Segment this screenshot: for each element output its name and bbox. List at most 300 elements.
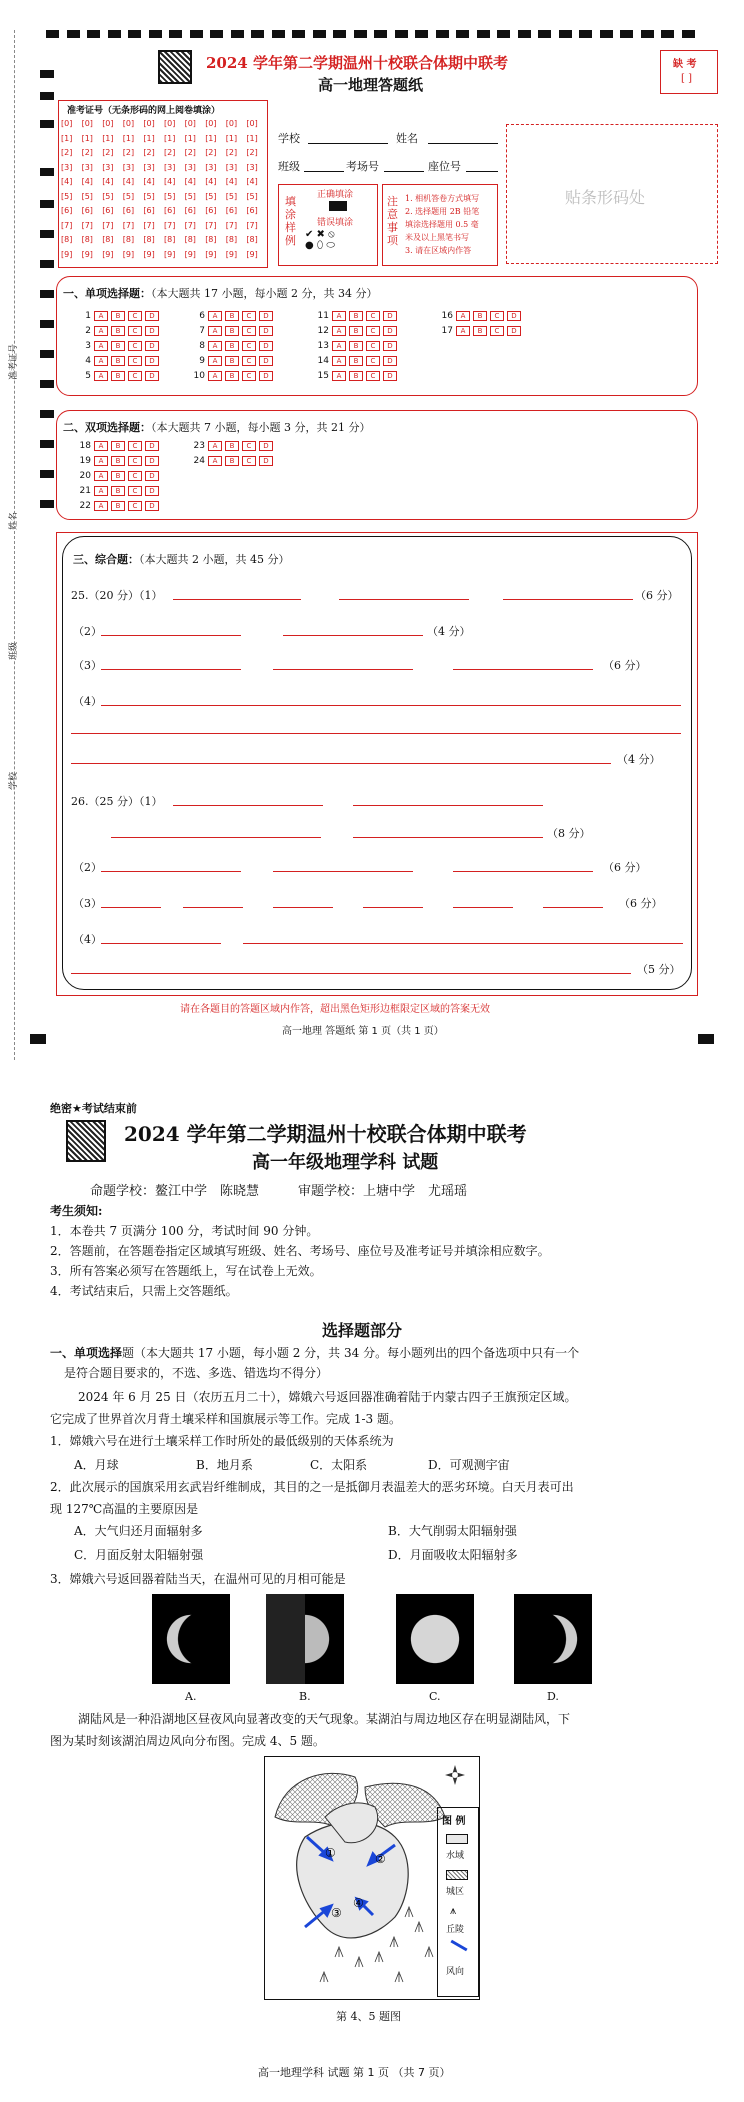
question-row (189, 326, 276, 336)
option-bubble[interactable]: A (94, 486, 108, 496)
id-digit-bubble[interactable]: [0] (225, 119, 238, 128)
option-bubble[interactable]: D (259, 456, 273, 466)
option-bubble[interactable]: B (225, 311, 239, 321)
id-digit-bubble[interactable]: [6] (225, 206, 238, 215)
option-bubble[interactable]: B (349, 326, 363, 336)
answer-line[interactable] (183, 907, 243, 908)
option-bubble[interactable]: D (383, 326, 397, 336)
timing-mark (40, 260, 54, 268)
question-number: 19 (79, 456, 91, 466)
question-number: 1 (85, 311, 91, 321)
option-bubble[interactable]: D (383, 371, 397, 381)
option-bubble[interactable]: B (225, 356, 239, 366)
option-bubble[interactable]: A (94, 326, 108, 336)
question-number: 15 (317, 371, 329, 381)
option-bubble[interactable]: C (128, 486, 142, 496)
points-label: （6 分） (603, 659, 647, 672)
barcode-label: 贴条形码处 (565, 188, 646, 207)
option-bubble[interactable]: C (490, 326, 504, 336)
answer-line[interactable] (101, 635, 241, 636)
option-bubble[interactable]: D (145, 441, 159, 451)
option-bubble[interactable]: C (242, 441, 256, 451)
id-digit-bubble[interactable]: [3] (81, 162, 93, 172)
id-digit-bubble[interactable]: [0] (184, 119, 196, 128)
option-bubble[interactable]: C (366, 371, 380, 381)
school-field[interactable] (308, 143, 388, 144)
option-bubble[interactable]: B (349, 341, 363, 351)
answer-line[interactable] (101, 705, 681, 706)
q1-option[interactable]: B．地月系 (196, 1458, 253, 1472)
option-bubble[interactable]: C (128, 311, 142, 321)
answer-line[interactable] (71, 763, 611, 764)
q1-option[interactable]: C．太阳系 (310, 1458, 368, 1472)
option-bubble[interactable]: D (145, 501, 159, 511)
option-bubble[interactable]: D (507, 311, 521, 321)
id-digit-bubble[interactable]: [9] (143, 249, 155, 259)
q2-option[interactable]: D．月面吸收太阳辐射多 (388, 1548, 518, 1562)
id-digit-bubble[interactable]: [1] (225, 133, 238, 143)
id-digit-bubble[interactable]: [8] (143, 235, 155, 244)
id-digit-bubble[interactable]: [3] (164, 162, 176, 172)
points-label: （6 分） (635, 589, 679, 602)
option-bubble[interactable]: C (128, 501, 142, 511)
option-bubble[interactable]: A (94, 441, 108, 451)
question-number: 11 (317, 311, 329, 321)
answer-line[interactable] (101, 871, 241, 872)
option-bubble[interactable]: B (349, 371, 363, 381)
option-bubble[interactable]: A (208, 341, 222, 351)
question-number: 18 (79, 441, 91, 451)
class-label: 班级 (278, 160, 300, 173)
id-digit-bubble[interactable]: [0] (81, 119, 93, 128)
id-digit-bubble[interactable]: [3] (122, 162, 135, 172)
timing-mark (40, 350, 54, 358)
id-digit-bubble[interactable]: [7] (61, 220, 73, 230)
option-bubble[interactable]: B (225, 456, 239, 466)
answer-line[interactable] (173, 599, 301, 600)
option-bubble[interactable]: D (259, 441, 273, 451)
side-label: 学校 (9, 771, 19, 790)
timing-mark (40, 92, 54, 100)
id-digit-bubble[interactable]: [0] (246, 119, 258, 128)
id-digit-bubble[interactable]: [5] (81, 191, 93, 201)
id-digit-bubble[interactable]: [5] (184, 191, 196, 201)
id-digit-bubble[interactable]: [5] (102, 191, 114, 201)
id-digit-bubble[interactable]: [6] (184, 206, 196, 215)
id-digit-bubble[interactable]: [0] (61, 119, 73, 128)
absent-label: 缺 考 (673, 59, 697, 70)
id-digit-bubble[interactable]: [7] (164, 220, 176, 230)
id-digit-bubble[interactable]: [9] (184, 249, 196, 259)
moon-phase-image[interactable] (514, 1594, 592, 1684)
id-digit-bubble[interactable]: [4] (61, 177, 73, 186)
timing-mark (641, 30, 654, 38)
option-bubble[interactable]: B (111, 456, 125, 466)
answer-line[interactable] (101, 907, 161, 908)
moon-phase-image[interactable] (152, 1594, 230, 1684)
option-bubble[interactable]: B (111, 471, 125, 481)
id-digit-bubble[interactable]: [8] (225, 235, 238, 244)
option-bubble[interactable]: D (259, 356, 273, 366)
option-bubble[interactable]: B (111, 341, 125, 351)
id-digit-bubble[interactable]: [3] (184, 162, 196, 172)
q1-option[interactable]: A．月球 (74, 1458, 119, 1472)
id-digit-bubble[interactable]: [3] (225, 162, 238, 172)
option-bubble[interactable]: B (111, 356, 125, 366)
option-bubble[interactable]: C (242, 456, 256, 466)
id-digit-bubble[interactable]: [9] (225, 249, 238, 259)
id-digit-bubble[interactable]: [8] (122, 235, 135, 244)
option-bubble[interactable]: C (242, 311, 256, 321)
q3-text: 3．嫦娥六号返回器着陆当天，在温州可见的月相可能是 (50, 1572, 346, 1586)
option-bubble[interactable]: B (111, 311, 125, 321)
id-digit-bubble[interactable]: [5] (61, 191, 73, 201)
id-digit-bubble[interactable]: [1] (61, 133, 73, 143)
q26-4-label: （4） (73, 933, 102, 946)
id-digit-bubble[interactable]: [2] (205, 148, 217, 157)
id-digit-bubble[interactable]: [1] (184, 133, 196, 143)
timing-mark (40, 120, 54, 128)
answer-line[interactable] (273, 907, 333, 908)
id-digit-bubble[interactable]: [9] (61, 249, 73, 259)
timing-mark (497, 30, 510, 38)
moon-label: C. (429, 1690, 441, 1703)
points-label: （4 分） (617, 753, 661, 766)
id-digit-bubble[interactable]: [1] (122, 133, 135, 143)
option-bubble[interactable]: A (208, 371, 222, 381)
answer-line[interactable] (363, 907, 423, 908)
timing-mark (251, 30, 264, 38)
seat-label: 座位号 (428, 160, 461, 173)
timing-mark (518, 30, 531, 38)
id-digit-bubble[interactable]: [3] (102, 162, 114, 172)
question-row (437, 311, 524, 321)
question-number: 21 (79, 486, 91, 496)
option-bubble[interactable]: B (349, 311, 363, 321)
id-digit-bubble[interactable]: [4] (205, 177, 217, 186)
option-bubble[interactable]: C (242, 326, 256, 336)
answer-line[interactable] (71, 733, 681, 734)
option-bubble[interactable]: C (128, 356, 142, 366)
points-label: （6 分） (619, 897, 663, 910)
answer-line[interactable] (353, 837, 543, 838)
option-bubble[interactable]: B (111, 441, 125, 451)
id-digit-bubble[interactable]: [2] (184, 148, 196, 157)
option-bubble[interactable]: B (225, 326, 239, 336)
option-bubble[interactable]: A (94, 356, 108, 366)
option-bubble[interactable]: A (332, 371, 346, 381)
id-digit-bubble[interactable]: [2] (225, 148, 238, 157)
id-digit-bubble[interactable]: [8] (164, 235, 176, 244)
id-digit-bubble[interactable]: [9] (102, 249, 114, 259)
answer-line[interactable] (111, 837, 321, 838)
option-bubble[interactable]: A (94, 456, 108, 466)
id-digit-bubble[interactable]: [8] (184, 235, 196, 244)
id-digit-bubble[interactable]: [3] (143, 162, 155, 172)
option-bubble[interactable]: A (332, 326, 346, 336)
answer-line[interactable] (453, 871, 593, 872)
option-bubble[interactable]: D (383, 341, 397, 351)
timing-mark (600, 30, 613, 38)
id-digit-bubble[interactable]: [8] (102, 235, 114, 244)
id-digit-bubble[interactable]: [4] (246, 177, 258, 186)
id-digit-bubble[interactable]: [1] (143, 133, 155, 143)
note-line: 填涂选择题用 0.5 毫 (405, 220, 479, 229)
question-number: 14 (317, 356, 329, 366)
id-digit-bubble[interactable]: [9] (81, 249, 93, 259)
answer-line[interactable] (283, 635, 423, 636)
id-digit-bubble[interactable]: [7] (205, 220, 217, 230)
option-bubble[interactable]: C (242, 341, 256, 351)
id-digit-bubble[interactable]: [4] (122, 177, 135, 186)
answer-line[interactable] (453, 669, 593, 670)
option-bubble[interactable]: C (366, 341, 380, 351)
option-bubble[interactable]: B (111, 326, 125, 336)
option-bubble[interactable]: B (473, 326, 487, 336)
question-number: 16 (441, 311, 453, 321)
id-digit-bubble[interactable]: [4] (225, 177, 238, 186)
id-digit-bubble[interactable]: [7] (246, 220, 258, 230)
seat-field[interactable] (466, 171, 498, 172)
option-bubble[interactable]: A (332, 341, 346, 351)
option-bubble[interactable]: D (145, 471, 159, 481)
option-bubble[interactable]: D (145, 341, 159, 351)
option-bubble[interactable]: A (94, 501, 108, 511)
option-bubble[interactable]: B (225, 371, 239, 381)
option-bubble[interactable]: D (145, 456, 159, 466)
option-bubble[interactable]: D (259, 326, 273, 336)
id-digit-bubble[interactable]: [6] (61, 206, 73, 215)
id-digit-bubble[interactable]: [7] (225, 220, 238, 230)
id-digit-bubble[interactable]: [6] (81, 206, 93, 215)
option-bubble[interactable]: D (383, 311, 397, 321)
id-digit-bubble[interactable]: [3] (246, 162, 258, 172)
option-bubble[interactable]: A (94, 371, 108, 381)
id-digit-bubble[interactable]: [7] (143, 220, 155, 230)
option-bubble[interactable]: A (332, 311, 346, 321)
id-digit-bubble[interactable]: [2] (246, 148, 258, 157)
option-bubble[interactable]: A (208, 311, 222, 321)
answer-line[interactable] (339, 599, 469, 600)
option-bubble[interactable]: C (128, 441, 142, 451)
question-row (437, 326, 524, 336)
id-digit-bubble[interactable]: [4] (164, 177, 176, 186)
option-bubble[interactable]: C (128, 326, 142, 336)
id-digit-bubble[interactable]: [2] (164, 148, 176, 157)
option-bubble[interactable]: A (208, 441, 222, 451)
option-bubble[interactable]: B (349, 356, 363, 366)
id-digit-bubble[interactable]: [8] (205, 235, 217, 244)
id-digit-bubble[interactable]: [1] (205, 133, 217, 143)
sec1-head: 一、单项选择 (50, 1346, 123, 1360)
id-digit-bubble[interactable]: [4] (81, 177, 93, 186)
class-field[interactable] (304, 171, 344, 172)
id-digit-bubble[interactable]: [6] (205, 206, 217, 215)
id-digit-bubble[interactable]: [5] (164, 191, 176, 201)
name-field[interactable] (428, 143, 498, 144)
option-bubble[interactable]: C (366, 326, 380, 336)
id-digit-bubble[interactable]: [4] (184, 177, 196, 186)
id-digit-bubble[interactable]: [0] (122, 119, 135, 128)
id-digit-bubble[interactable]: [9] (122, 249, 135, 259)
id-digit-bubble[interactable]: [9] (205, 249, 217, 259)
id-digit-bubble[interactable]: [3] (61, 162, 73, 172)
id-digit-bubble[interactable]: [2] (61, 148, 73, 157)
id-digit-bubble[interactable]: [4] (143, 177, 155, 186)
id-digit-bubble[interactable]: [6] (164, 206, 176, 215)
timing-mark (210, 30, 223, 38)
answer-line[interactable] (101, 669, 241, 670)
option-bubble[interactable]: C (128, 456, 142, 466)
id-digit-bubble[interactable]: [7] (122, 220, 135, 230)
option-bubble[interactable]: A (94, 341, 108, 351)
option-bubble[interactable]: D (145, 356, 159, 366)
timing-mark (415, 30, 428, 38)
room-label: 考场号 (346, 160, 379, 173)
id-digit-bubble[interactable]: [2] (102, 148, 114, 157)
id-digit-bubble[interactable]: [7] (184, 220, 196, 230)
moon-phase-image[interactable] (266, 1594, 344, 1684)
option-bubble[interactable]: D (259, 371, 273, 381)
id-digit-bubble[interactable]: [1] (102, 133, 114, 143)
id-digit-bubble[interactable]: [6] (143, 206, 155, 215)
answer-line[interactable] (243, 943, 683, 944)
qr-code-icon (158, 50, 192, 84)
q1-text: 1．嫦娥六号在进行土壤采样工作时所处的最低级别的天体系统为 (50, 1434, 394, 1448)
name-label: 姓名 (396, 132, 418, 145)
option-bubble[interactable]: C (490, 311, 504, 321)
option-bubble[interactable]: C (366, 356, 380, 366)
option-bubble[interactable]: A (208, 326, 222, 336)
compass-icon (445, 1765, 465, 1785)
id-digit-bubble[interactable]: [8] (81, 235, 93, 244)
fill-example (278, 184, 378, 266)
option-bubble[interactable]: A (456, 311, 470, 321)
id-digit-bubble[interactable]: [8] (61, 235, 73, 244)
answer-line[interactable] (273, 871, 413, 872)
id-digit-bubble[interactable]: [5] (122, 191, 135, 201)
question-number: 13 (317, 341, 329, 351)
id-digit-bubble[interactable]: [0] (164, 119, 176, 128)
option-bubble[interactable]: A (94, 311, 108, 321)
id-digit-bubble[interactable]: [5] (225, 191, 238, 201)
map-legend (437, 1807, 479, 1997)
option-bubble[interactable]: C (128, 371, 142, 381)
id-digit-bubble[interactable]: [2] (81, 148, 93, 157)
id-digit-bubble[interactable]: [9] (164, 249, 176, 259)
qr-code-icon (66, 1120, 106, 1162)
option-bubble[interactable]: B (473, 311, 487, 321)
question-number: 6 (199, 311, 205, 321)
option-bubble[interactable]: B (225, 441, 239, 451)
answer-line[interactable] (353, 805, 543, 806)
answer-line[interactable] (101, 943, 221, 944)
id-digit-bubble[interactable]: [7] (102, 220, 114, 230)
answer-line[interactable] (273, 669, 413, 670)
q2-option[interactable]: B．大气削弱太阳辐射强 (388, 1524, 517, 1538)
id-digit-bubble[interactable]: [1] (164, 133, 176, 143)
id-digit-bubble[interactable]: [0] (205, 119, 217, 128)
id-digit-bubble[interactable]: [6] (102, 206, 114, 215)
answer-line[interactable] (173, 805, 323, 806)
legend-item: 城区 (446, 1887, 465, 1897)
question-row (75, 371, 162, 381)
exam-footer: 高一地理学科 试题 第 1 页 （共 7 页） (258, 2066, 451, 2079)
absent-checkbox[interactable]: [ ] (681, 73, 692, 84)
option-bubble[interactable]: D (259, 311, 273, 321)
room-field[interactable] (384, 171, 424, 172)
timing-mark (40, 200, 54, 208)
option-bubble[interactable]: A (208, 456, 222, 466)
option-bubble[interactable]: A (208, 356, 222, 366)
id-digit-bubble[interactable]: [2] (143, 148, 155, 157)
side-label: 班级 (9, 641, 19, 660)
option-bubble[interactable]: C (128, 471, 142, 481)
id-digit-bubble[interactable]: [5] (143, 191, 155, 201)
option-bubble[interactable]: A (456, 326, 470, 336)
question-row (189, 456, 276, 466)
q2-option[interactable]: A．大气归还月面辐射多 (74, 1524, 203, 1538)
id-digit-bubble[interactable]: [9] (246, 249, 258, 259)
q2-option[interactable]: C．月面反射太阳辐射强 (74, 1548, 204, 1562)
option-bubble[interactable]: D (507, 326, 521, 336)
id-digit-bubble[interactable]: [2] (122, 148, 135, 157)
option-bubble[interactable]: B (111, 501, 125, 511)
option-bubble[interactable]: B (111, 371, 125, 381)
id-digit-bubble[interactable]: [8] (246, 235, 258, 244)
option-bubble[interactable]: D (259, 341, 273, 351)
id-digit-bubble[interactable]: [5] (205, 191, 217, 201)
option-bubble[interactable]: D (145, 486, 159, 496)
option-bubble[interactable]: D (145, 326, 159, 336)
exam-id-grid (58, 100, 268, 268)
option-bubble[interactable]: D (145, 371, 159, 381)
option-bubble[interactable]: B (111, 486, 125, 496)
moon-label: B. (299, 1690, 311, 1703)
option-bubble[interactable]: A (332, 356, 346, 366)
answer-line[interactable] (453, 907, 513, 908)
exam-title: 2024 学年第二学期温州十校联合体期中联考 (124, 1122, 527, 1146)
option-bubble[interactable]: D (145, 311, 159, 321)
answer-line[interactable] (71, 973, 631, 974)
moon-phase-image[interactable] (396, 1594, 474, 1684)
answer-line[interactable] (503, 599, 633, 600)
option-bubble[interactable]: B (225, 341, 239, 351)
option-bubble[interactable]: C (366, 311, 380, 321)
id-digit-bubble[interactable]: [7] (81, 220, 93, 230)
option-bubble[interactable]: C (242, 356, 256, 366)
option-bubble[interactable]: A (94, 471, 108, 481)
sec1-text2: 是符合题目要求的，不选、多选、错选均不得分） (64, 1366, 329, 1380)
q1-option[interactable]: D．可观测宇宙 (428, 1458, 510, 1472)
id-digit-bubble[interactable]: [0] (102, 119, 114, 128)
id-digit-bubble[interactable]: [6] (246, 206, 258, 215)
id-digit-bubble[interactable]: [1] (246, 133, 258, 143)
option-bubble[interactable]: C (242, 371, 256, 381)
option-bubble[interactable]: D (383, 356, 397, 366)
option-bubble[interactable]: C (128, 341, 142, 351)
id-digit-bubble[interactable]: [1] (81, 133, 93, 143)
id-digit-bubble[interactable]: [3] (205, 162, 217, 172)
id-digit-bubble[interactable]: [6] (122, 206, 135, 215)
timing-mark (40, 290, 54, 298)
question-row (75, 326, 162, 336)
answer-line[interactable] (543, 907, 603, 908)
id-digit-bubble[interactable]: [4] (102, 177, 114, 186)
id-digit-bubble[interactable]: [0] (143, 119, 155, 128)
id-digit-bubble[interactable]: [5] (246, 191, 258, 201)
timing-mark (456, 30, 469, 38)
